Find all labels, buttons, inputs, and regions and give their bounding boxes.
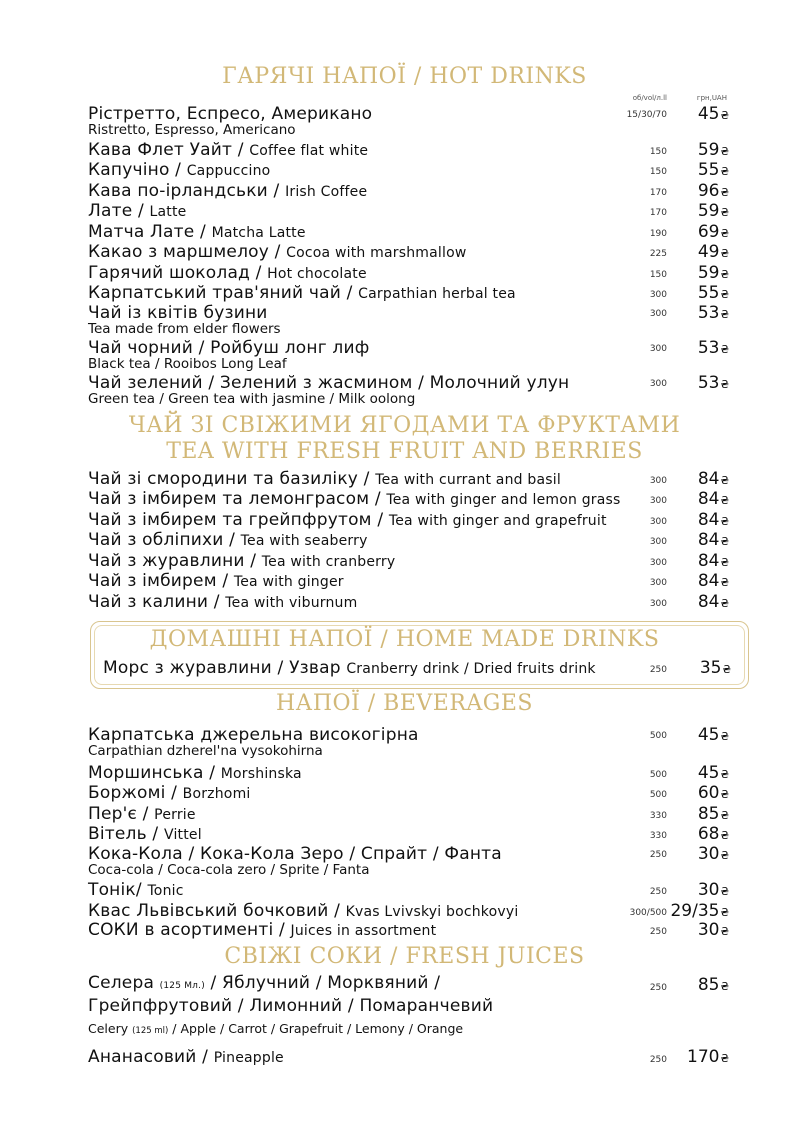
item-volume: 300 (649, 578, 667, 588)
item-price: 84₴ (697, 469, 729, 489)
item-name-ua: Моршинська / Morshinska (88, 763, 302, 783)
item-name-ua: Кока-Кола / Кока-Кола Зеро / Спрайт / Фанта (88, 844, 502, 864)
item-name-ua: Чай чорний / Ройбуш лонг лиф (88, 338, 370, 358)
item-name-ua: Вітель / Vittel (88, 824, 202, 844)
item-volume: 500 (649, 731, 667, 741)
item-price: 85₴ (697, 804, 729, 824)
column-header-price: грн,UAH (696, 94, 727, 102)
item-price: 84₴ (697, 489, 729, 509)
item-volume: 250 (649, 1055, 667, 1065)
item-price: 96₴ (697, 181, 729, 201)
item-name-ua: Капучіно / Cappuccino (88, 160, 271, 180)
item-name-ua: Кава по-ірландськи / Irish Coffee (88, 181, 368, 201)
item-volume: 300 (649, 379, 667, 389)
item-price: 45₴ (697, 725, 729, 745)
item-name-ua: Чай з калини / Tea with viburnum (88, 592, 358, 612)
item-volume: 250 (649, 887, 667, 897)
item-price: 30₴ (697, 920, 729, 940)
item-price: 45₴ (697, 763, 729, 783)
item-price: 30₴ (697, 880, 729, 900)
item-price: 84₴ (697, 530, 729, 550)
item-price: 170₴ (687, 1047, 729, 1067)
item-volume: 225 (649, 249, 667, 259)
item-name-ua: Чай з імбирем та грейпфрутом / Tea with ginger and grapefruit (88, 510, 607, 530)
item-volume: 170 (649, 208, 667, 218)
item-name-ua: СОКИ в асортименті / Juices in assortment (88, 920, 437, 940)
item-volume: 330 (649, 811, 667, 821)
item-price: 84₴ (697, 510, 729, 530)
item-price: 59₴ (697, 140, 729, 160)
item-volume: 150 (649, 147, 667, 157)
item-volume: 300 (649, 290, 667, 300)
item-price: 84₴ (697, 551, 729, 571)
item-name-ua: Какао з маршмелоу / Cocoa with marshmallow (88, 242, 467, 262)
item-volume: 300 (649, 309, 667, 319)
item-volume: 250 (649, 927, 667, 937)
item-price: 85₴ (697, 975, 729, 995)
item-name-ua: Селера (125 Мл.) / Яблучний / Морквяний / (88, 973, 441, 993)
item-price: 69₴ (697, 222, 729, 242)
item-price: 53₴ (697, 303, 729, 323)
item-price: 84₴ (697, 571, 729, 591)
item-name-ua: Рістретто, Еспресо, Американо (88, 104, 373, 124)
section-title-home-made: ДОМАШНІ НАПОЇ / HOME MADE DRINKS (149, 627, 660, 652)
section-title-hot-drinks: ГАРЯЧІ НАПОЇ / HOT DRINKS (222, 64, 587, 89)
item-price: 60₴ (697, 783, 729, 803)
item-name-ua: Боржомі / Borzhomi (88, 783, 251, 803)
item-name-ua: Пер'є / Perrie (88, 804, 196, 824)
item-name-ua: Кава Флет Уайт / Coffee flat white (88, 140, 369, 160)
section-title-fresh-juices: СВІЖІ СОКИ / FRESH JUICES (224, 944, 585, 969)
item-volume: 250 (649, 665, 667, 675)
item-volume: 190 (649, 229, 667, 239)
item-volume: 300 (649, 517, 667, 527)
item-price: 53₴ (697, 338, 729, 358)
item-name-ua: Ананасовий / Pineapple (88, 1047, 284, 1067)
item-price: 30₴ (697, 844, 729, 864)
item-name-ua: Квас Львівський бочковий / Kvas Lvivskyi bochkovyi (88, 901, 519, 921)
item-volume: 330 (649, 831, 667, 841)
item-name-ua: Чай із квітів бузини (88, 303, 268, 323)
item-name-ua: Морс з журавлини / Узвар Cranberry drink / Dried fruits drink (103, 658, 596, 678)
item-volume: 300 (649, 558, 667, 568)
section-title-fruit-tea-en: TEA WITH FRESH FRUIT AND BERRIES (166, 439, 643, 464)
item-name-ua: Чай з обліпихи / Tea with seaberry (88, 530, 368, 550)
item-name-ua: Тонік/ Tonic (88, 880, 184, 900)
item-price: 59₴ (697, 201, 729, 221)
item-name-ua: Чай з імбирем / Tea with ginger (88, 571, 344, 591)
item-price: 59₴ (697, 263, 729, 283)
item-volume: 300 (649, 496, 667, 506)
item-volume: 300 (649, 476, 667, 486)
item-volume: 500 (649, 790, 667, 800)
item-price: 55₴ (697, 283, 729, 303)
column-header-volume: об/vol/л.ll (632, 94, 667, 102)
item-volume: 300/500 (629, 908, 667, 918)
item-name-en: Tea made from elder flowers (88, 321, 281, 337)
item-volume: 15/30/70 (626, 110, 667, 120)
item-price: 53₴ (697, 373, 729, 393)
item-price: 68₴ (697, 824, 729, 844)
item-volume: 150 (649, 270, 667, 280)
item-name-en: Celery (125 ml) / Apple / Carrot / Grapefruit / Lemony / Orange (88, 1021, 464, 1036)
item-name-ua: Карпатська джерельна високогірна (88, 725, 419, 745)
item-volume: 250 (649, 850, 667, 860)
item-name-ua: Чай зі смородини та базиліку / Tea with currant and basil (88, 469, 561, 489)
item-name-ua: Чай з імбирем та лемонграсом / Tea with ginger and lemon grass (88, 489, 621, 509)
item-volume: 300 (649, 599, 667, 609)
section-title-fruit-tea-ua: ЧАЙ ЗІ СВІЖИМИ ЯГОДАМИ ТА ФРУКТАМИ (128, 413, 681, 438)
section-title-beverages: НАПОЇ / BEVERAGES (276, 691, 533, 716)
item-volume: 500 (649, 770, 667, 780)
item-volume: 300 (649, 537, 667, 547)
item-name-en: Black tea / Rooibos Long Leaf (88, 356, 287, 372)
item-price: 84₴ (697, 592, 729, 612)
item-name-en: Coca-cola / Coca-cola zero / Sprite / Fanta (88, 862, 370, 878)
item-name-en: Green tea / Green tea with jasmine / Milk oolong (88, 391, 416, 407)
item-name-ua-line2: Грейпфрутовий / Лимонний / Помаранчевий (88, 996, 494, 1016)
item-volume: 150 (649, 167, 667, 177)
item-name-en: Carpathian dzherel'na vysokohirna (88, 743, 323, 759)
item-price: 49₴ (697, 242, 729, 262)
item-price: 35₴ (699, 658, 731, 678)
item-name-ua: Карпатський трав'яний чай / Carpathian herbal tea (88, 283, 516, 303)
item-name-ua: Чай з журавлини / Tea with cranberry (88, 551, 396, 571)
item-name-en: Ristretto, Espresso, Americano (88, 122, 296, 138)
item-name-ua: Матча Лате / Matcha Latte (88, 222, 306, 242)
item-price: 45₴ (697, 104, 729, 124)
item-name-ua: Гарячий шоколад / Hot chocolate (88, 263, 367, 283)
item-price: 55₴ (697, 160, 729, 180)
item-volume: 250 (649, 983, 667, 993)
item-volume: 300 (649, 344, 667, 354)
item-name-ua: Лате / Latte (88, 201, 187, 221)
item-volume: 170 (649, 188, 667, 198)
item-name-ua: Чай зелений / Зелений з жасмином / Молочний улун (88, 373, 570, 393)
item-price: 29/35₴ (670, 901, 729, 921)
